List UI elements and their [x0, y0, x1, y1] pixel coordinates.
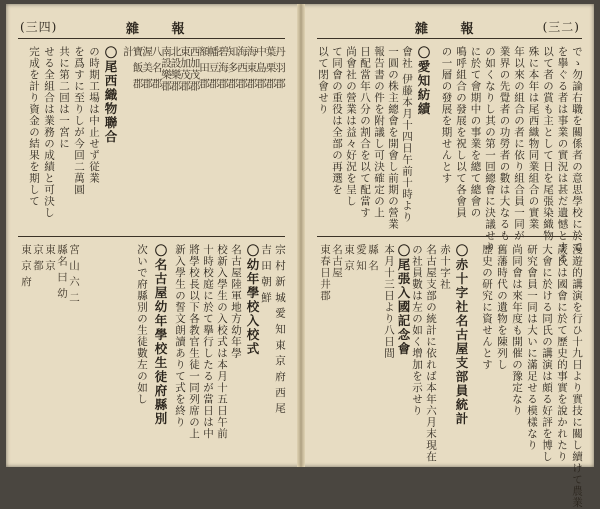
table-column: 東加茂郡	[179, 46, 191, 92]
article-line: 名古屋支部の統計に依れば本年六月末現在	[425, 244, 437, 463]
article-line: を爲すに至りしが今回二萬圓	[73, 46, 85, 196]
article-line: でゝ勿論右職を關係者の意思學校に於て	[571, 46, 583, 253]
left-page-number: (三四)	[20, 20, 58, 34]
table-column: 丹 羽 郡	[274, 46, 286, 90]
article-line: 歲氏は國會に於て歷史的事實を說かれたり	[556, 244, 568, 463]
table-column: 宮 山 六 二	[68, 244, 80, 304]
article-line: 會社 伊藤本月十四日午前十時より	[401, 46, 413, 223]
article-line: の如くなりし其の第一回總會に決議せり	[484, 46, 496, 253]
table-column: 碧 海 郡	[217, 46, 229, 90]
article-line: 報告書の件を附議し可決確定の上	[373, 46, 385, 219]
article-line: 研究會員一同は大いに滿足せる模樣なり	[526, 244, 538, 451]
right-lower-text	[473, 244, 583, 509]
table-column: 海 東 郡	[245, 46, 258, 90]
article-line: 共に第二回は一宮に	[58, 46, 70, 150]
table-column: 海 西 郡	[236, 46, 248, 90]
article-line: 漫遊的講演を行ひ十九日より實技に關し續けて農業	[571, 244, 583, 509]
article-line: 業界の先覺者の功勞者の數は大なるも	[498, 46, 511, 242]
article-line: 歷史の研究に資せんとす	[481, 244, 493, 371]
article-line: 將學校長以下各教官生徒一同列席の上	[188, 244, 200, 440]
article-line: 尚同會は來年度も開催の豫定なり	[511, 244, 523, 417]
article-line: 以て閉會せり	[317, 46, 329, 115]
left-upper-article	[20, 46, 116, 232]
article-line: 殊に本年は尾西織物同業組合の實業	[527, 46, 540, 230]
article-line: 赤十字社	[439, 244, 451, 290]
article-subheading: 〇尾張入國記念會	[396, 244, 411, 356]
article-line: 尚會社の營業は益々好況を呈し	[345, 46, 357, 207]
left-district-table	[122, 46, 286, 232]
right-upper-article	[435, 46, 583, 265]
article-heading: 〇赤十字社名古屋支部員統計	[454, 244, 469, 426]
table-column: 額 田 郡	[198, 46, 210, 90]
table-column: 愛 知	[355, 244, 367, 272]
article-line: の一層の發展を期せんとす	[440, 46, 453, 184]
article-line: に於て會期中の事業を總て總會の	[469, 46, 482, 219]
left-lower-article	[86, 244, 286, 454]
table-column: 北設樂郡	[169, 46, 182, 92]
article-line: 校新入學生の入校式は本月十五日午前	[216, 244, 228, 440]
article-line: 本月十三日より八日間	[383, 244, 395, 359]
article-heading: 〇名古屋幼年學校生徒府縣別	[153, 244, 168, 426]
article-line: 舊藩時代の遺物を陳列し	[496, 244, 508, 371]
article-heading: 〇尾西織物聯合	[103, 46, 118, 144]
table-column: 京 都	[32, 244, 44, 272]
table-column: 葉 栗 郡	[264, 46, 277, 90]
right-header-rule	[317, 38, 582, 39]
article-line: 大會に於ける同氏の講演は頗る好評を博し	[541, 244, 553, 463]
article-line: を擧ぐる者は事業の實況は甚だ遺憾とする	[556, 46, 569, 265]
table-column: 寶 飯 郡	[131, 46, 144, 90]
article-line: 宗 村 新 城 愛 知 東 京 府 西 尾	[274, 244, 286, 414]
article-line: 十時校庭に於て擧行したるが當日は中	[202, 244, 214, 440]
article-line: 完成を計り資金の結果を期して	[28, 46, 40, 207]
table-column: 渥 美 郡	[141, 46, 153, 90]
table-column: 西加茂郡	[188, 46, 201, 92]
left-lower-table	[20, 244, 80, 454]
table-column: 縣名 曰 幼	[56, 244, 68, 299]
article-line: 以て者の賞も主として日を尾張染織物	[542, 46, 554, 242]
right-page	[305, 4, 594, 509]
table-column: 幡 豆 郡	[207, 46, 220, 90]
right-upper-article-2	[317, 46, 429, 232]
right-lower-article	[383, 244, 469, 463]
right-header-title: 雜 報	[415, 22, 488, 37]
table-column: 知 多 郡	[226, 46, 239, 90]
table-column: 八 名 郡	[150, 46, 163, 90]
table-column: 名古屋	[331, 244, 343, 279]
right-section-rule	[317, 236, 582, 237]
table-column: 東春日井郡	[319, 244, 331, 302]
right-lower-table	[317, 244, 379, 454]
left-header-title: 雜 報	[126, 22, 199, 37]
table-column: 中 島 郡	[255, 46, 267, 90]
article-heading: 〇愛知紡績	[416, 46, 431, 116]
article-line: 鳴呼組合の發展を祝し以て各會員	[455, 46, 467, 219]
left-header-rule	[18, 38, 285, 39]
article-line: 次いで府縣別の生徒數左の如し	[136, 244, 148, 405]
right-page-number: (三二)	[542, 20, 580, 34]
table-column: 東 京	[343, 244, 355, 272]
article-line: 日配當年八分の割合を以て配當す	[359, 46, 371, 219]
article-line: 一圓の株主總會を開會し前期の營業	[387, 46, 399, 230]
table-column: 南設樂郡	[160, 46, 172, 92]
table-column: 縣 名	[367, 244, 379, 272]
article-line: 名古屋陸軍地方幼年學	[230, 244, 242, 359]
book-gutter	[297, 4, 305, 467]
table-column: 計	[122, 46, 134, 58]
article-line: の時期工場は中止せず従業	[88, 46, 100, 184]
book-spread	[6, 4, 594, 509]
left-section-rule	[18, 236, 285, 237]
article-line: て同會の重役は全部の再選を	[331, 46, 343, 196]
article-line: 年以來の組合の者に依り組合員一同が	[513, 46, 525, 242]
left-page	[6, 4, 297, 467]
article-line: の社員數は左の如く增加を示せり	[411, 244, 423, 417]
article-line: 吉 田 朝 鮮	[260, 244, 272, 304]
article-line: 新入學生の誓文朗讀ありて式を終り	[174, 244, 186, 428]
article-subheading: 〇幼年學校入校式	[245, 244, 260, 356]
article-line: せる全組合は業務の成績と可決し	[43, 46, 55, 219]
table-column: 東 京 府	[20, 244, 32, 288]
table-column: 東 京	[44, 244, 56, 272]
